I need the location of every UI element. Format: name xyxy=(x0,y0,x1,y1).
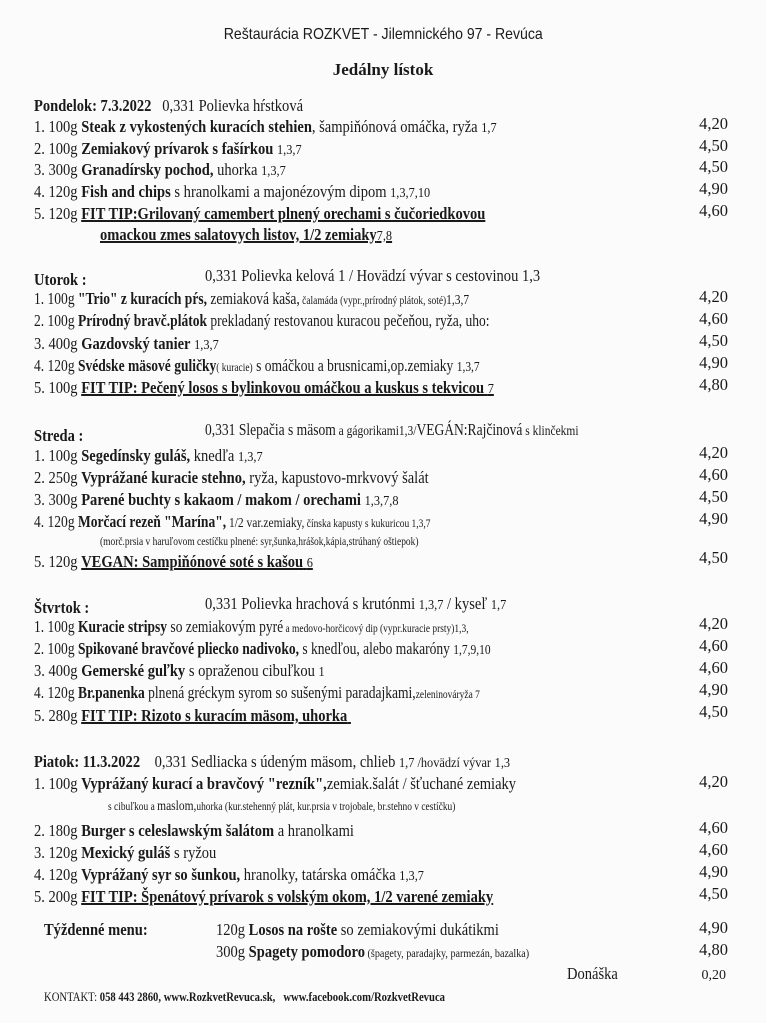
item-price: 4,50 xyxy=(699,548,728,567)
allergens: 1,3,7 xyxy=(456,360,480,375)
item-name: Br.panenka xyxy=(77,683,145,702)
item-weight: 400g xyxy=(48,334,78,353)
allergens: 1,7 xyxy=(481,121,497,136)
menu-item xyxy=(34,865,477,887)
allergens: 1,7 xyxy=(490,598,507,613)
item-weight: 100g xyxy=(48,139,78,158)
soup xyxy=(205,266,586,286)
soup-text-2: / kyseľ xyxy=(443,594,488,613)
soup: 0,331 Polievka hŕstková xyxy=(162,96,304,115)
item-name: Vyprážaný kurací a bravčový "rezník", xyxy=(81,774,327,793)
weekly-menu-label xyxy=(44,920,162,940)
soup-text: 0,331 Sedliacka s údeným mäsom, chlieb xyxy=(154,752,396,771)
item-price: 4,20 xyxy=(699,614,728,633)
day-label: Štvrtok : xyxy=(34,598,90,617)
weekly-label-text: Týždenné menu: xyxy=(44,920,148,939)
item-price: 4,50 xyxy=(699,331,728,350)
item-number: 2. xyxy=(34,311,45,330)
item-price: 4,90 xyxy=(699,862,728,881)
contact-website-link[interactable]: www.RozkvetRevuca.sk, xyxy=(163,989,276,1004)
item-number: 5. xyxy=(34,887,45,906)
item-weight: 100g xyxy=(47,639,75,658)
allergens: 1,3 xyxy=(494,756,511,771)
allergens: 1,3,7 xyxy=(237,450,263,465)
item-number: 3. xyxy=(34,160,45,179)
menu-item xyxy=(34,661,364,683)
item-weight: 250g xyxy=(48,468,78,487)
item-price: 4,60 xyxy=(699,636,728,655)
item-number: 1. xyxy=(34,289,45,308)
soup-note: s klinčekmi xyxy=(522,424,579,439)
menu-item xyxy=(34,843,241,863)
item-desc: omackou zmes salatovych listov, 1/2 zemiaky xyxy=(100,225,377,244)
menu-item xyxy=(34,706,394,726)
item-note: (morč.prsia v haruľovom cestíčku plnené: syr,šunka,hrášok,kápia,strúhaný oštiepok) xyxy=(100,536,419,548)
item-desc: s ryžou xyxy=(170,843,217,862)
item-weight: 200g xyxy=(48,887,78,906)
item-desc: hranolky, tatárska omáčka xyxy=(240,865,396,884)
item-desc: , šampiňónová omáčka, ryža xyxy=(311,117,478,136)
delivery-price: 0,20 xyxy=(701,968,726,983)
item-name: Fish and chips xyxy=(81,182,171,201)
item-price: 4,50 xyxy=(699,702,728,721)
menu-item xyxy=(34,182,484,204)
day-label: Piatok: 11.3.2022 xyxy=(34,752,141,771)
item-price: 4,60 xyxy=(699,465,728,484)
item-name: Steak z vykostených kuracích stehien xyxy=(81,117,312,136)
item-price: 4,20 xyxy=(699,443,728,462)
item-note: maslom, xyxy=(157,799,197,814)
item-desc: uhorka xyxy=(213,160,258,179)
item-number: 4. xyxy=(34,182,45,201)
item-weight: 100g xyxy=(47,617,75,636)
menu-item xyxy=(34,552,351,574)
menu-item xyxy=(34,639,591,661)
item-desc: s omáčkou a brusnicami,op.zemiaky xyxy=(252,356,454,375)
allergens: 1,3,7,8 xyxy=(364,494,399,509)
item-weight: 120g xyxy=(47,512,75,531)
day-header-wednesday xyxy=(34,426,90,446)
soup-text: 0,331 Polievka hrachová s krutónmi xyxy=(205,594,416,613)
menu-item xyxy=(34,160,320,182)
item-number: 5. xyxy=(34,204,45,223)
item-name: Vyprážaný syr so šunkou, xyxy=(81,865,241,884)
day-header-friday xyxy=(34,752,575,774)
item-number: 5. xyxy=(34,706,45,725)
item-desc: prekladaný restovanou kuracou pečeňou, ryža, uho: xyxy=(207,311,490,330)
item-price: 4,60 xyxy=(699,201,728,220)
item-number: 2. xyxy=(34,821,45,840)
item-weight: 300g xyxy=(216,942,246,961)
menu-item xyxy=(34,204,547,224)
allergens: 7,8 xyxy=(376,229,393,244)
item-number: 1. xyxy=(34,117,45,136)
item-number: 4. xyxy=(34,356,45,375)
item-number: 5. xyxy=(34,552,45,571)
item-number: 2. xyxy=(34,139,45,158)
item-desc: s hranolkami a majonézovým dipom xyxy=(170,182,387,201)
contact-phone[interactable]: 058 443 2860, xyxy=(99,989,162,1004)
item-name: FIT TIP: Rizoto s kuracím mäsom, uhorka xyxy=(81,706,348,725)
item-weight: 120g xyxy=(47,356,75,375)
menu-item xyxy=(34,289,565,311)
item-weight: 300g xyxy=(48,160,78,179)
day-header-monday xyxy=(34,96,340,116)
allergens: 1,3,7 xyxy=(276,143,302,158)
item-weight: 120g xyxy=(216,920,246,939)
item-name: Gemerské guľky xyxy=(81,661,186,680)
contact-line xyxy=(44,987,533,1007)
item-price: 4,90 xyxy=(699,918,728,937)
restaurant-header xyxy=(0,26,766,44)
item-name: FIT TIP: Špenátový prívarok s volským okom, 1/2 varené zemiaky xyxy=(81,887,494,906)
item-number: 1. xyxy=(34,446,45,465)
item-price: 4,60 xyxy=(699,309,728,328)
item-number: 3. xyxy=(34,490,45,509)
item-weight: 120g xyxy=(48,182,78,201)
soup xyxy=(205,594,547,616)
item-name: Prírodný bravč.plátok xyxy=(77,311,208,330)
item-desc: 1/2 var.zemiaky, xyxy=(226,516,305,531)
item-desc: zemiaková kaša, xyxy=(206,289,300,308)
item-name: Spikované bravčové pliecko nadivoko, xyxy=(77,639,300,658)
contact-label: KONTAKT: xyxy=(44,989,98,1004)
delivery-label xyxy=(567,964,625,984)
allergens: 1,3,7,10 xyxy=(390,186,431,201)
item-note: a medovo-horčicový dip (vypr.kuracie prsty)1,3, xyxy=(283,623,469,635)
item-note: čalamáda (vypr.,prírodný plátok, soté) xyxy=(299,295,447,307)
item-weight: 300g xyxy=(48,490,78,509)
soup-note: a gágorikami1,3/ xyxy=(335,424,417,439)
item-name: Parené buchty s kakaom / makom / orechami xyxy=(81,490,361,509)
item-number: 3. xyxy=(34,661,45,680)
weekly-item xyxy=(216,942,572,964)
item-note: ( kuracie) xyxy=(216,362,253,374)
item-weight: 180g xyxy=(48,821,78,840)
item-price: 4,90 xyxy=(699,179,728,198)
item-price: 4,60 xyxy=(699,658,728,677)
allergens: 1,3,7 xyxy=(399,869,424,884)
item-weight: 120g xyxy=(48,865,78,884)
allergens: 6 xyxy=(306,556,313,571)
allergens: 1,7,9,10 xyxy=(453,643,491,658)
menu-item xyxy=(34,683,578,705)
item-note: s cibuľkou a xyxy=(108,801,158,813)
menu-title: Jedálny lístok xyxy=(332,60,434,79)
item-weight: 100g xyxy=(48,446,78,465)
item-note: uhorka (kur.stehenný plát, kur.prsia v trojobale, br.stehno v cestíčku) xyxy=(196,801,456,813)
item-weight: 400g xyxy=(48,661,78,680)
soup-text: 0,331 Slepačia s mäsom xyxy=(205,420,336,439)
item-name: Morčací rezeň "Marína", xyxy=(77,512,227,531)
item-number: 1. xyxy=(34,774,45,793)
allergens: 1,7 xyxy=(398,756,415,771)
item-weight: 120g xyxy=(47,683,75,702)
item-weight: 100g xyxy=(48,774,78,793)
item-weight: 120g xyxy=(48,204,78,223)
item-note: zeleninováryža 7 xyxy=(415,689,480,701)
allergens: 7 xyxy=(487,382,494,397)
item-note: čínska kapusty s kukuricou 1,3,7 xyxy=(304,518,431,530)
item-desc: s knedľou, alebo makaróny xyxy=(299,639,450,658)
day-header-tuesday xyxy=(34,270,94,290)
item-name: Gazdovský tanier xyxy=(81,334,191,353)
item-number: 4. xyxy=(34,865,45,884)
item-note: (špagety, paradajky, parmezán, bazalka) xyxy=(364,948,530,960)
menu-item xyxy=(34,378,557,400)
menu-item xyxy=(34,356,578,378)
day-label: Utorok : xyxy=(34,270,87,289)
item-weight: 280g xyxy=(48,706,78,725)
allergens: 1,3,7 xyxy=(261,164,286,179)
item-continuation xyxy=(100,225,432,247)
item-weight: 120g xyxy=(48,843,78,862)
menu-item xyxy=(34,774,582,794)
item-price: 4,90 xyxy=(699,509,728,528)
item-price: 4,50 xyxy=(699,157,728,176)
allergens: 1,3,7 xyxy=(194,338,219,353)
item-price: 4,50 xyxy=(699,136,728,155)
item-number: 4. xyxy=(34,683,45,702)
menu-item xyxy=(34,139,338,161)
item-name: "Trio" z kuracích pŕs, xyxy=(77,289,207,308)
item-name: Kuracie stripsy xyxy=(77,617,168,636)
delivery-text: Donáška xyxy=(567,964,618,983)
soup xyxy=(205,420,661,442)
item-price: 4,20 xyxy=(699,114,728,133)
item-name: Spagety pomodoro xyxy=(248,942,365,961)
item-weight: 100g xyxy=(47,311,75,330)
item-weight: 100g xyxy=(48,378,78,397)
menu-item xyxy=(34,821,398,841)
item-desc: zemiak.šalát / šťuchané zemiaky xyxy=(326,774,517,793)
menu-item xyxy=(34,311,590,331)
item-price: 4,50 xyxy=(699,884,728,903)
menu-item xyxy=(34,887,556,907)
menu-item xyxy=(34,446,294,468)
item-number: 3. xyxy=(34,334,45,353)
item-desc: so zemiakovým pyré xyxy=(167,617,284,636)
day-label: Pondelok: 7.3.2022 xyxy=(34,96,152,115)
item-number: 3. xyxy=(34,843,45,862)
item-price: 4,60 xyxy=(699,840,728,859)
item-price: 4,60 xyxy=(699,818,728,837)
item-price: 4,20 xyxy=(699,772,728,791)
item-price: 4,20 xyxy=(699,287,728,306)
contact-facebook-link[interactable]: www.facebook.com/RozkvetRevuca xyxy=(283,989,446,1004)
item-weight: 100g xyxy=(47,289,75,308)
item-desc: s opraženou cibuľkou xyxy=(185,661,315,680)
item-continuation xyxy=(108,795,532,817)
item-desc: ryža, kapustovo-mrkvový šalát xyxy=(245,468,429,487)
allergens: 1 xyxy=(318,665,325,680)
item-price: 4,80 xyxy=(699,940,728,959)
item-name: Burger s celeslawským šalátom xyxy=(81,821,275,840)
item-name: VEGAN: Sampiňónové soté s kašou xyxy=(81,552,304,571)
item-number: 5. xyxy=(34,378,45,397)
item-number: 2. xyxy=(34,468,45,487)
item-desc: knedľa xyxy=(190,446,235,465)
item-weight: 100g xyxy=(48,117,78,136)
item-desc: so zemiakovými dukátikmi xyxy=(337,920,499,939)
weekly-item xyxy=(216,920,537,940)
item-number: 4. xyxy=(34,512,45,531)
item-name: Mexický guláš xyxy=(81,843,171,862)
item-price: 4,80 xyxy=(699,375,728,394)
soup-text-2: /hovädzí vývar xyxy=(414,756,492,771)
allergens: 1,3,7 xyxy=(418,598,444,613)
menu-item xyxy=(34,512,517,534)
menu-item xyxy=(34,334,244,356)
item-name: Svédske mäsové guličky xyxy=(77,356,217,375)
day-header-thursday xyxy=(34,598,97,618)
item-price: 4,50 xyxy=(699,487,728,506)
vegan-soup: VEGÁN:Rajčinová xyxy=(416,420,523,439)
item-name: FIT TIP:Grilovaný camembert plnený orechami s čučoriedkovou xyxy=(81,204,486,223)
item-name: Granadírsky pochod, xyxy=(81,160,214,179)
item-name: Segedínsky guláš, xyxy=(81,446,191,465)
day-label: Streda : xyxy=(34,426,84,445)
menu-item xyxy=(34,617,564,639)
item-price: 4,90 xyxy=(699,353,728,372)
item-name: FIT TIP: Pečený losos s bylinkovou omáčkou a kuskus s tekvicou xyxy=(81,378,485,397)
menu-item xyxy=(34,468,483,488)
item-continuation xyxy=(100,532,488,552)
item-name: Zemiakový prívarok s fašírkou xyxy=(81,139,274,158)
item-name: Vyprážané kuracie stehno, xyxy=(81,468,246,487)
item-weight: 120g xyxy=(48,552,78,571)
item-desc: a hranolkami xyxy=(274,821,354,840)
soup-text: 0,331 Polievka kelová 1 / Hovädzí vývar s cestovinou 1,3 xyxy=(205,266,541,285)
menu-item xyxy=(34,117,560,139)
menu-item xyxy=(34,490,448,512)
item-number: 2. xyxy=(34,639,45,658)
item-desc: plnená gréckym syrom so sušenými paradajkami, xyxy=(144,683,416,702)
item-number: 1. xyxy=(34,617,45,636)
restaurant-name: Reštaurácia ROZKVET - Jilemnického 97 - Revúca xyxy=(223,26,543,43)
item-price: 4,90 xyxy=(699,680,728,699)
allergens: 1,3,7 xyxy=(446,293,470,308)
item-name: Losos na rošte xyxy=(248,920,338,939)
